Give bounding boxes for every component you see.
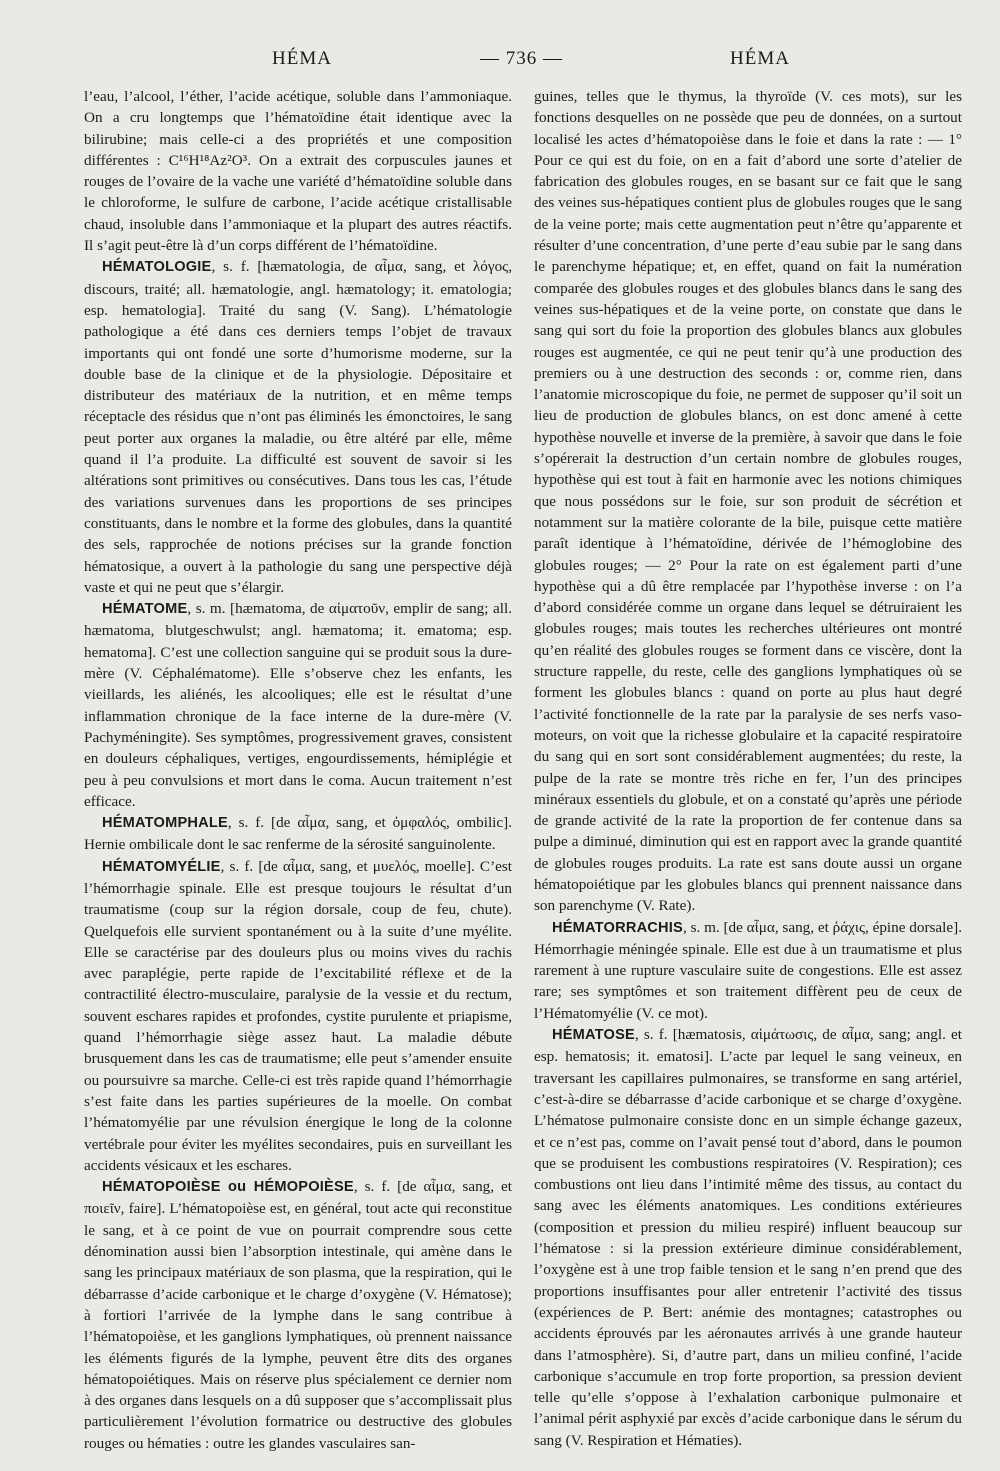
left-column — [84, 86, 512, 1454]
running-header — [0, 48, 1000, 78]
entry-hematorrachis — [534, 917, 962, 1024]
header-left-guideword: HÉMA — [272, 48, 332, 69]
entry-text: , s. f. [hæmatosis, αἱμάτωσις, de αἷμα, sang; angl. et esp. hematosis; it. ematosi]. L’acte par lequel le sang veineux, en traversant les capillaires pulmonaires, se transforme en sang artériel, c’est-à-dire se débarrasse d’acide carbonique et se charge d’oxygène. L’hématose pulmonaire consiste donc en un simple échange gazeux, et ce n’est pas, comme on l’avait pensé tout d’abord, dans le poumon que se produisent les combustions respiratoires (V. Respiration); ces combustions ont lieu dans l’intimité même des tissus, au contact du sang avec les éléments anatomiques. Les conditions extérieures (composition et pression du milieu respiré) influent beaucoup sur l’hématose : si la pression extérieure diminue considérablement, l’oxygène est à une trop faible tension et le sang n’en prend que des proportions insuffisantes pour aller entretenir l’activité des tissus (expériences de P. Bert: anémie des montagnes; catastrophes ou accidents éprouvés par les aéronautes arrivés à une grande hauteur dans l’atmosphère). Si, d’autre part, dans un milieu confiné, l’acide carbonique s’accumule en trop forte proportion, sa pression devient telle qu’elle s’oppose à l’exhalation carbonique pulmonaire et l’animal périt asphyxié par excès d’acide carbonique dans le sérum du sang (V. Respiration et Hématies). — [534, 1026, 962, 1449]
entry-hematopoiese — [84, 1176, 512, 1454]
entry-hematose — [534, 1024, 962, 1451]
entry-text: , s. f. [hæmatologia, de αἷμα, sang, et λόγος, discours, traité; all. hæmatologie, angl. hæmatology; it. ematologia; esp. hematologia]. Traité du sang (V. Sang). L’hématologie pathologique a été dans ces derniers temps l’objet de travaux importants qui ont fondé une sorte d’humorisme moderne, sur la double base de la clinique et de la physiologie. Dépositaire et distributeur des matériaux de la nutrition, et en même temps réceptacle des résidus que n’ont pas éliminés les émonctoires, le sang peut porter aux organes la maladie, ou être altéré par elle, même quand il l’a produite. La difficulté est souvent de savoir si les altérations sont primitives ou consécutives. Dans tous les cas, l’étude des variations survenues dans les proportions de ses principes constituants, dans le nombre et la forme des globules, dans la quantité des sels, rapprochée de notions précises sur la grande fonction hématosique, a ouvert à la pathologie du sang une perspective déjà vaste et qui ne peut que s’élargir. — [84, 258, 512, 596]
entry-hematomyelie — [84, 856, 512, 1176]
headword: HÉMATOMPHALE — [102, 815, 228, 832]
entry-text: , s. f. [de αἷμα, sang, et ὀμφαλός, ombilic]. Hernie ombilicale dont le sac renferme de la sérosité sanguinolente. — [84, 814, 512, 854]
entry-hematologie — [84, 256, 512, 598]
headword: HÉMATORRACHIS — [552, 919, 683, 936]
page-number: — 736 — — [480, 48, 563, 69]
headword: HÉMATOSE — [552, 1027, 635, 1044]
entry-hematome — [84, 598, 512, 812]
entry-text: , s. f. [de αἷμα, sang, et μυελός, moelle]. C’est l’hémorrhagie spinale. Elle est presque toujours le résultat d’un traumatisme (coup sur la région dorsale, coup de feu, chute). Quelquefois elle survient spontanément ou à la suite d’une myélite. Elle se caractérise par des douleurs plus ou moins vives du rachis avec paraplégie, perte rapide de l’excitabilité réflexe et de la contractilité électro-musculaire, paralysie de la vessie et du rectum, souvent eschares rapides et profondes, cystite purulente et priapisme, quand l’hémorrhagie siège assez haut. La maladie débute brusquement dans les cas de traumatisme; elle peut s’amender ensuite ou poursuivre sa marche. Celle-ci est très rapide quand l’hémorrhagie s’est faite dans les parties supérieures de la moelle. On combat l’hématomyélie par une révulsion énergique le long de la colonne vertébrale pour éviter les myélites secondaires, puis en surveillant les accidents vésicaux et les eschares. — [84, 857, 512, 1174]
right-column — [534, 86, 962, 1451]
entry-text: , s. m. [hæmatoma, de αἱματοῦν, emplir de sang; all. hæmatoma, blutgeschwulst; angl. hæmatoma; it. ematoma; esp. hematoma]. C’est une collection sanguine qui se produit sous la dure-mère (V. Céphalématome). Elle s’observe chez les enfants, les vieillards, les aliénés, les alcooliques; elle est le résultat d’une inflammation chronique de la face interne de la dure-mère (V. Pachyméningite). Ses symptômes, progressivement graves, consistent en douleurs céphaliques, vertiges, engourdissements, hémiplégie et peu à peu convulsions et mort dans le coma. Aucun traitement n’est efficace. — [84, 600, 512, 810]
continued-paragraph: l’eau, l’alcool, l’éther, l’acide acétique, soluble dans l’ammoniaque. On a cru longtemps que l’hématoïdine était identique avec la bilirubine; mais celle-ci a des propriétés et une composition différentes : C¹⁶H¹⁸Az²O³. On a extrait des corpuscules jaunes et rouges de l’ovaire de la vache une variété d’hématoïdine soluble dans le chloroforme, le sulfure de carbone, l’acide acétique cristallisable chaud, insoluble dans l’ammoniaque et la plupart des autres réactifs. Il s’agit peut-être là d’un corps différent de l’hématoïdine. — [84, 88, 512, 255]
headword: HÉMATOME — [102, 601, 188, 618]
continued-paragraph: guines, telles que le thymus, la thyroïde (V. ces mots), sur les fonctions desquelles on ne possède que peu de données, on a surtout localisé les actes d’hématopoièse dans le foie et dans la rate : — 1° Pour ce qui est du foie, on en a fait d’abord une sorte d’atelier de fabrication des globules rouges, en se basant sur ce fait que le sang des veines sus-hépatiques contient plus de globules rouges que le sang de la veine porte; mais cette augmentation peut n’être qu’apparente et résulter d’une concentration, d’une perte d’eau subie par le sang dans le parenchyme hépatique; et, en effet, quand on fait la numération comparée des globules rouges et des globules blancs dans le sang des veines sus-hépatiques et de la veine porte, on constate que dans le sang qui sort du foie la proportion des globules blancs aux globules rouges est augmentée, ce qui ne peut tenir qu’à une production des premiers ou à une destruction des seconds : or, comme rien, dans l’anatomie microscopique du foie, ne permet de supposer qu’il soit un lieu de production de globules blancs, on est donc amené à cette hypothèse nouvelle et inverse de la première, à savoir que dans le foie s’opérerait la destruction d’un certain nombre de globules rouges, hypothèse qui est tout à fait en harmonie avec les notions chimiques que nous possédons sur le foie, sur son produit de sécrétion et notamment sur la matière colorante de la bile, puisque cette matière paraît identique à l’hématoïdine, dérivée de l’hémoglobine des globules rouges; — 2° Pour la rate on est également parti d’une hypothèse qui a dû être remplacée par l’hypothèse inverse : on l’a d’abord considérée comme un organe dans lequel se détruiraient les globules rouges; mais toutes les recherches ultérieures ont montré qu’en réalité des globules rouges se forment dans ce viscère, dont la structure rappelle, du reste, celle des ganglions lymphatiques où se forment les globules blancs : quand on porte au plus haut degré l’activité fonctionnelle de la rate par la paralysie de ses nerfs vaso-moteurs, on voit que la richesse globulaire et la capacité respiratoire du sang qui en sort sont considérablement augmentées; du reste, la pulpe de la rate se montre très riche en fer, l’un des principes minéraux essentiels du globule, et on a constaté qu’après une période de grande activité de la rate la proportion de fer contenue dans sa pulpe a diminué, diminution qui est en rapport avec la grande quantité de globules rouges produits. La rate est sans doute aussi un organe hématopoiétique par les globules blancs qui prennent naissance dans son parenchyme (V. Rate). — [534, 88, 962, 915]
entry-hematomphale — [84, 812, 512, 856]
header-right-guideword: HÉMA — [730, 48, 790, 69]
headword: HÉMATOMYÉLIE — [102, 858, 221, 875]
entry-text: , s. m. [de αἷμα, sang, et ῥάχις, épine dorsale]. Hémorrhagie méningée spinale. Elle est due à un traumatisme et plus rarement à une rupture vasculaire suite de congestions. Elle est assez rare; ses symptômes et son traitement diffèrent peu de ceux de l’Hématomyélie (V. ce mot). — [534, 918, 962, 1022]
headword: HÉMATOPOIÈSE ou HÉMOPOIÈSE — [102, 1179, 354, 1196]
headword: HÉMATOLOGIE — [102, 259, 212, 276]
entry-text: , s. f. [de αἷμα, sang, et ποιεῖν, faire]. L’hématopoièse est, en général, tout acte qui reconstitue le sang, et à ce point de vue on pourrait comprendre sous cette dénomination aussi bien l’absorption intestinale, qui amène dans le sang les principaux matériaux de son plasma, que la respiration, qui le débarrasse d’acide carbonique et le charge d’oxygène (V. Hématose); à fortiori l’arrivée de la lymphe dans le sang contribue à l’hématopoièse, et les ganglions lymphatiques, où prennent naissance les éléments figurés de la lymphe, peuvent être dits des organes hématopoiétiques. Mais on réserve plus spécialement ce dernier nom à des organes dans lesquels on a dû supposer que s’accomplissait plus particulièrement l’évolution formatrice ou destructive des globules rouges ou hématies : outre les glandes vasculaires san- — [84, 1178, 512, 1452]
